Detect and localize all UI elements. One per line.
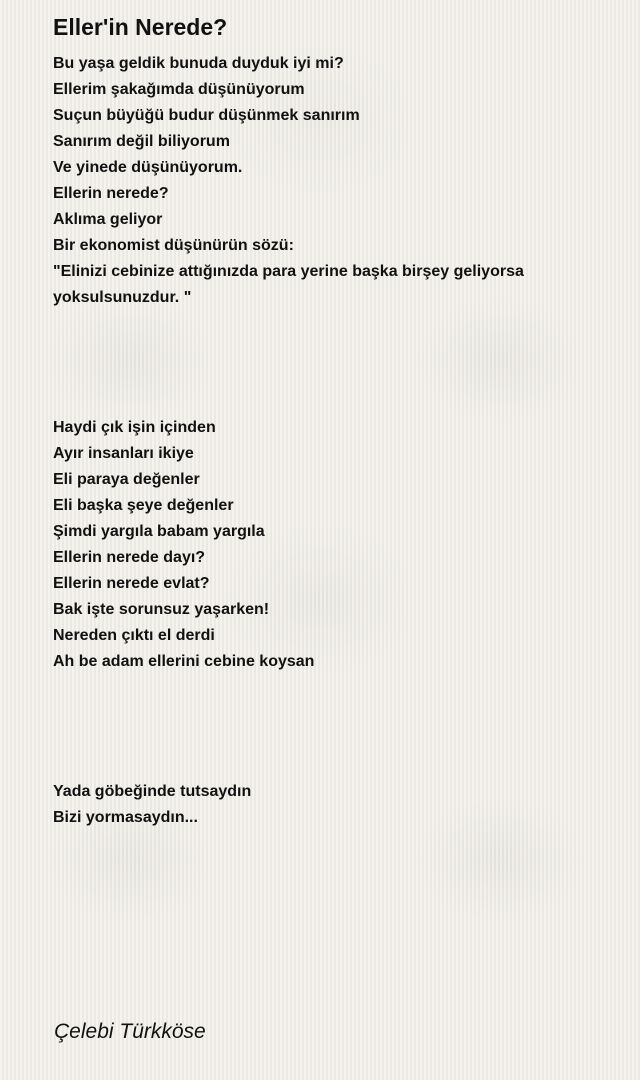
poem-line: Aklıma geliyor	[53, 211, 163, 228]
poem-line: Ellerim şakağımda düşünüyorum	[53, 81, 305, 98]
poem-line: Ve yinede düşünüyorum.	[53, 159, 243, 176]
stanza-3	[53, 779, 613, 831]
poem-author: Çelebi Türkköse	[54, 1020, 206, 1043]
poem-line: yoksulsunuzdur. "	[53, 289, 192, 306]
poem-line: Bizi yormasaydın...	[53, 809, 198, 826]
poem-line: Bak işte sorunsuz yaşarken!	[53, 601, 270, 618]
poem-line: Nereden çıktı el derdi	[53, 627, 215, 644]
poem-line: Bu yaşa geldik bunuda duyduk iyi mi?	[53, 55, 344, 72]
poem-line: Şimdi yargıla babam yargıla	[53, 523, 265, 540]
poem-line: Yada göbeğinde tutsaydın	[53, 783, 252, 800]
poem-title: Eller'in Nerede?	[53, 14, 228, 40]
poem-line: Ellerin nerede evlat?	[53, 575, 210, 592]
poem-line: "Elinizi cebinize attığınızda para yerine başka birşey geliyorsa	[53, 263, 524, 280]
poem-line: Eli başka şeye değenler	[53, 497, 234, 514]
poem-line: Ellerin nerede dayı?	[53, 549, 206, 566]
poem-line: Eli paraya değenler	[53, 471, 200, 488]
stanza-spacer	[53, 311, 613, 415]
poem-line: Ah be adam ellerini cebine koysan	[53, 653, 315, 670]
poem-line: Sanırım değil biliyorum	[53, 133, 230, 150]
stanza-1	[53, 51, 613, 311]
stanza-spacer	[53, 675, 613, 779]
poem-line: Ellerin nerede?	[53, 185, 169, 202]
poem-line: Haydi çık işin içinden	[53, 419, 216, 436]
stanza-2	[53, 415, 613, 675]
poem-line: Suçun büyüğü budur düşünmek sanırım	[53, 107, 360, 124]
poem-line: Bir ekonomist düşünürün sözü:	[53, 237, 294, 254]
poem-line: Ayır insanları ikiye	[53, 445, 194, 462]
poem-body	[53, 51, 613, 831]
